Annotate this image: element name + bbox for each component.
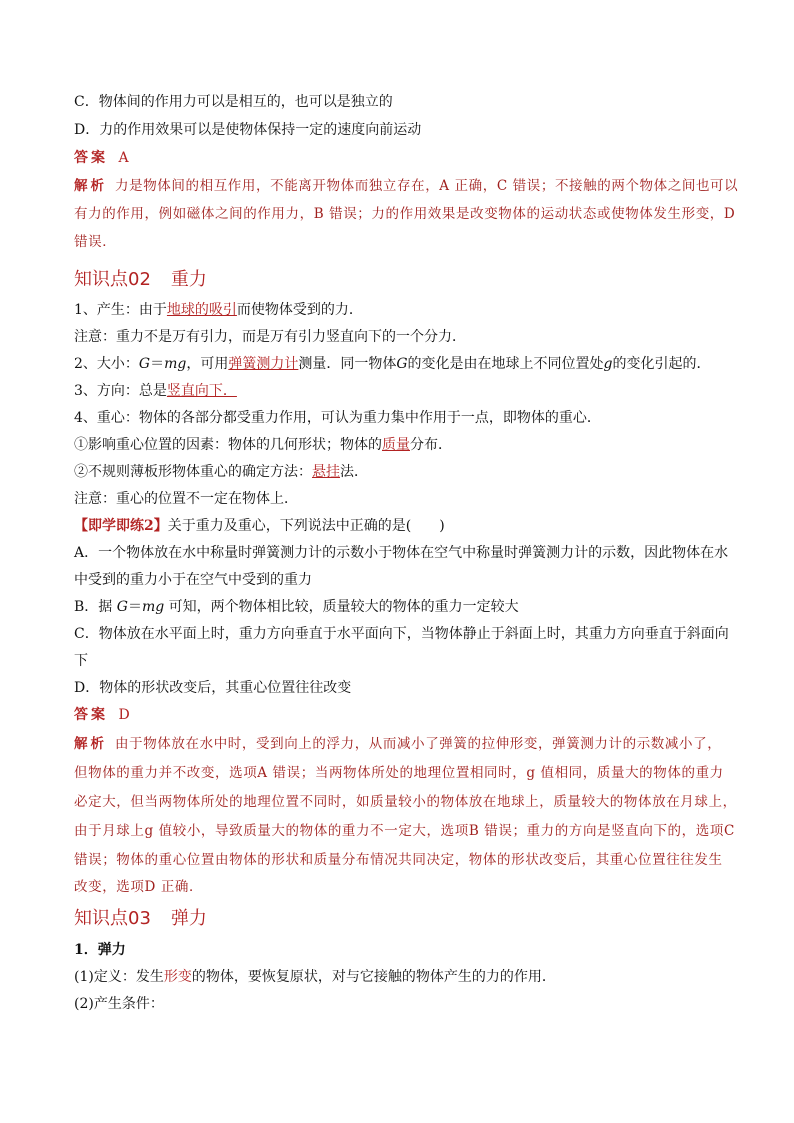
q1-explanation-line-1: 解析 力是物体间的相互作用，不能离开物体而独立存在，A 正确，C 错误；不接触的两个物体之间也可以 <box>74 178 739 194</box>
q1-option-c: C．物体间的作用力可以是相互的，也可以是独立的 <box>74 94 393 110</box>
gravity-note-1: 注意：重力不是万有引力，而是万有引力竖直向下的一个分力． <box>74 329 466 345</box>
practice-tag: 【即学即练2】 <box>74 518 168 534</box>
q1-explanation-line-2: 有力的作用，例如磁体之间的作用力，B 错误；力的作用效果是改变物体的运动状态或使物体发生形变，D <box>74 206 736 222</box>
gravity-magnitude: 2、大小：G＝mg，可用弹簧测力计测量．同一物体G的变化是由在地球上不同位置处g的变化引起的． <box>74 356 711 372</box>
q2-option-c-line-2: 下 <box>74 653 88 669</box>
q2-explanation-line-5: 错误；物体的重心位置由物体的形状和质量分布情况共同决定，物体的形状改变后，其重心位置往往发生 <box>74 852 723 868</box>
q2-explanation-line-2: 但物体的重力并不改变，选项A 错误；当两物体所处的地理位置相同时，g 值相同，质量大的物体的重力 <box>74 765 724 781</box>
explanation-label: 解析 <box>74 178 107 194</box>
q1-answer <box>74 148 734 168</box>
q2-explanation-line-3: 必定大，但当两物体所处的地理位置不同时，如质量较小的物体放在地球上，质量较大的物体放在月球上， <box>74 794 737 810</box>
q2-option-d: D．物体的形状改变后，其重心位置往往改变 <box>74 680 352 696</box>
gravity-center: 4、重心：物体的各部分都受重力作用，可认为重力集中作用于一点，即物体的重心． <box>74 410 601 426</box>
answer-value: A <box>118 150 129 166</box>
q2-explanation-line-4: 由于月球上g 值较小，导致质量大的物体的重力不一定大，选项B 错误；重力的方向是竖直向下的，选项C <box>74 823 735 839</box>
q2-option-a-line-1: A．一个物体放在水中称量时弹簧测力计的示数小于物体在空气中称量时弹簧测力计的示数，因此物体在水 <box>74 545 729 561</box>
section-heading-elastic-force: 知识点03 弹力 <box>74 908 207 929</box>
gravity-center-factors: ①影响重心位置的因素：物体的几何形状；物体的质量分布． <box>74 437 452 453</box>
elastic-conditions: (2)产生条件： <box>74 996 164 1012</box>
gravity-direction: 3、方向：总是竖直向下． <box>74 383 237 399</box>
elastic-definition: (1)定义：发生形变的物体，要恢复原状，对与它接触的物体产生的力的作用． <box>74 969 556 985</box>
key-term: 地球的吸引 <box>166 302 237 318</box>
key-term: 竖直向下． <box>166 383 237 399</box>
q2-answer <box>74 705 734 725</box>
q2-stem: 【即学即练2】关于重力及重心，下列说法中正确的是( ) <box>74 518 445 534</box>
key-term: 弹簧测力计 <box>228 356 299 372</box>
q2-option-a-line-2: 中受到的重力小于在空气中受到的重力 <box>74 572 312 588</box>
answer-label: 答案 <box>74 150 108 166</box>
explanation-label: 解析 <box>74 736 107 752</box>
gravity-origin: 1、产生：由于地球的吸引而使物体受到的力． <box>74 302 363 318</box>
q2-option-b: B．据 G＝mg 可知，两个物体相比较，质量较大的物体的重力一定较大 <box>74 599 519 615</box>
q2-option-c-line-1: C．物体放在水平面上时，重力方向垂直于水平面向下，当物体静止于斜面上时，其重力方向垂直于斜面向 <box>74 626 729 642</box>
gravity-center-method: ②不规则薄板形物体重心的确定方法：悬挂法． <box>74 464 368 480</box>
elastic-subheading: 1．弹力 <box>74 942 126 958</box>
section-heading-gravity: 知识点02 重力 <box>74 269 207 290</box>
key-term: 悬挂 <box>312 464 340 480</box>
key-term: 质量 <box>382 437 410 453</box>
answer-label: 答案 <box>74 707 108 723</box>
gravity-note-2: 注意：重心的位置不一定在物体上． <box>74 491 298 507</box>
q1-explanation-line-3: 错误． <box>74 234 117 250</box>
q2-explanation-line-1: 解析 由于物体放在水中时，受到向上的浮力，从而减小了弹簧的拉伸形变，弹簧测力计的示数减小了， <box>74 736 722 752</box>
q1-option-d: D．力的作用效果可以是使物体保持一定的速度向前运动 <box>74 122 422 138</box>
q2-explanation-line-6: 改变，选项D 正确． <box>74 879 204 895</box>
answer-value: D <box>118 707 130 723</box>
key-term: 形变 <box>163 969 192 985</box>
